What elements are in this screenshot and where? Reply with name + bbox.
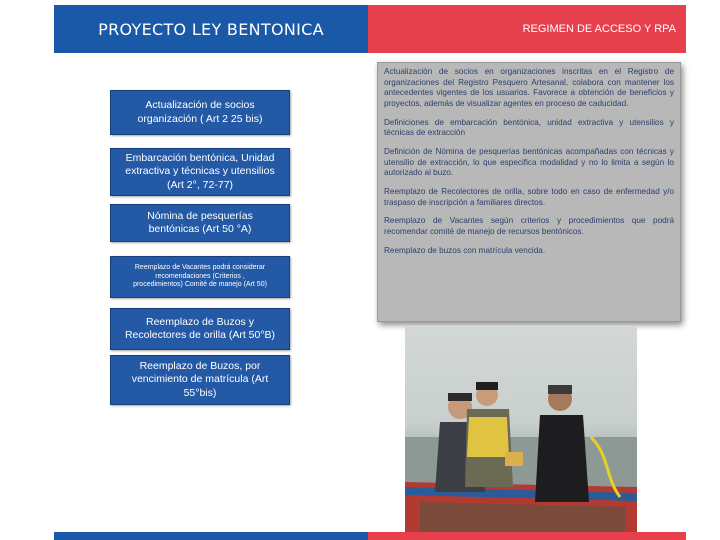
topic-box-actualizacion-socios [110,90,290,135]
topic-box-reemplazo-buzos-matricula [110,355,290,405]
description-paragraph: Definición de Nómina de pesquerías bentónicas acompañadas con técnicas y utensilio de extracción, lo que especifica modalidad y no lo limita a según lo autorizado al buzo. [384,146,674,178]
topic-line: (Art 2°, 72-77) [166,178,234,191]
topic-line: 55°bis) [183,386,217,399]
photo-illustration [405,327,637,540]
topic-line: Reemplazo de Vacantes podrá considerar [134,263,266,271]
topic-box-reemplazo-buzos-recolectores [110,308,290,350]
header-title-text: PROYECTO LEY BENTONICA [98,19,324,39]
topic-line: Embarcación bentónica, Unidad [125,152,275,165]
header-section [368,5,686,53]
topic-line: Nómina de pesquerías [147,209,253,222]
topic-line: bentónicas (Art 50 °A) [148,223,252,235]
footer-bar-blue [54,532,368,540]
topic-line: procedimientos) Comité de manejo (Art 50) [133,281,267,289]
header-title [54,5,368,53]
topic-box-nomina-pesquerias [110,204,290,242]
topic-line: Reemplazo de Buzos y [146,315,254,328]
descriptions-panel [377,62,681,322]
topic-line: Actualización de socios [145,99,255,112]
description-paragraph: Reemplazo de Vacantes según criterios y procedimientos que podrá recomendar comité de manejo de recursos bentónicos. [384,216,674,236]
topic-line: organización ( Art 2 25 bis) [137,112,263,125]
description-paragraph: Reemplazo de Recolectores de orilla, sobre todo en caso de enfermedad y/o traspaso de inscripción a familiares directos. [384,186,674,207]
header-section-text: REGIMEN DE ACCESO Y RPA [522,23,676,35]
description-paragraph: Definiciones de embarcación bentónica, unidad extractiva y utensilios y técnicas de extracción [384,117,674,138]
topic-line: Reemplazo de Buzos, por [139,360,261,373]
fishermen-boat-photo [405,327,637,540]
topic-box-embarcacion-bentonica [110,148,290,196]
topic-line: extractiva y técnicas y utensilios [125,165,275,178]
description-paragraph: Reemplazo de buzos con matrícula vencida. [384,245,546,255]
footer-bar-red [368,532,686,540]
topic-line: vencimiento de matrícula (Art [131,373,269,386]
topic-line: recomendaciones (Criterios , [155,272,245,280]
topic-box-reemplazo-vacantes [110,256,290,298]
topic-line: Recolectores de orilla (Art 50°B) [124,329,276,341]
description-paragraph: Actualización de socios en organizaciones inscritas en el Registro de organizaciones del Registro Pesquero Artesanal, colabora con mantener los antecedentes vigentes de los usuarios. Favorece a obtención de beneficios y proyectos, además de visualizar agentes en proceso de caducidad. [384,67,674,108]
